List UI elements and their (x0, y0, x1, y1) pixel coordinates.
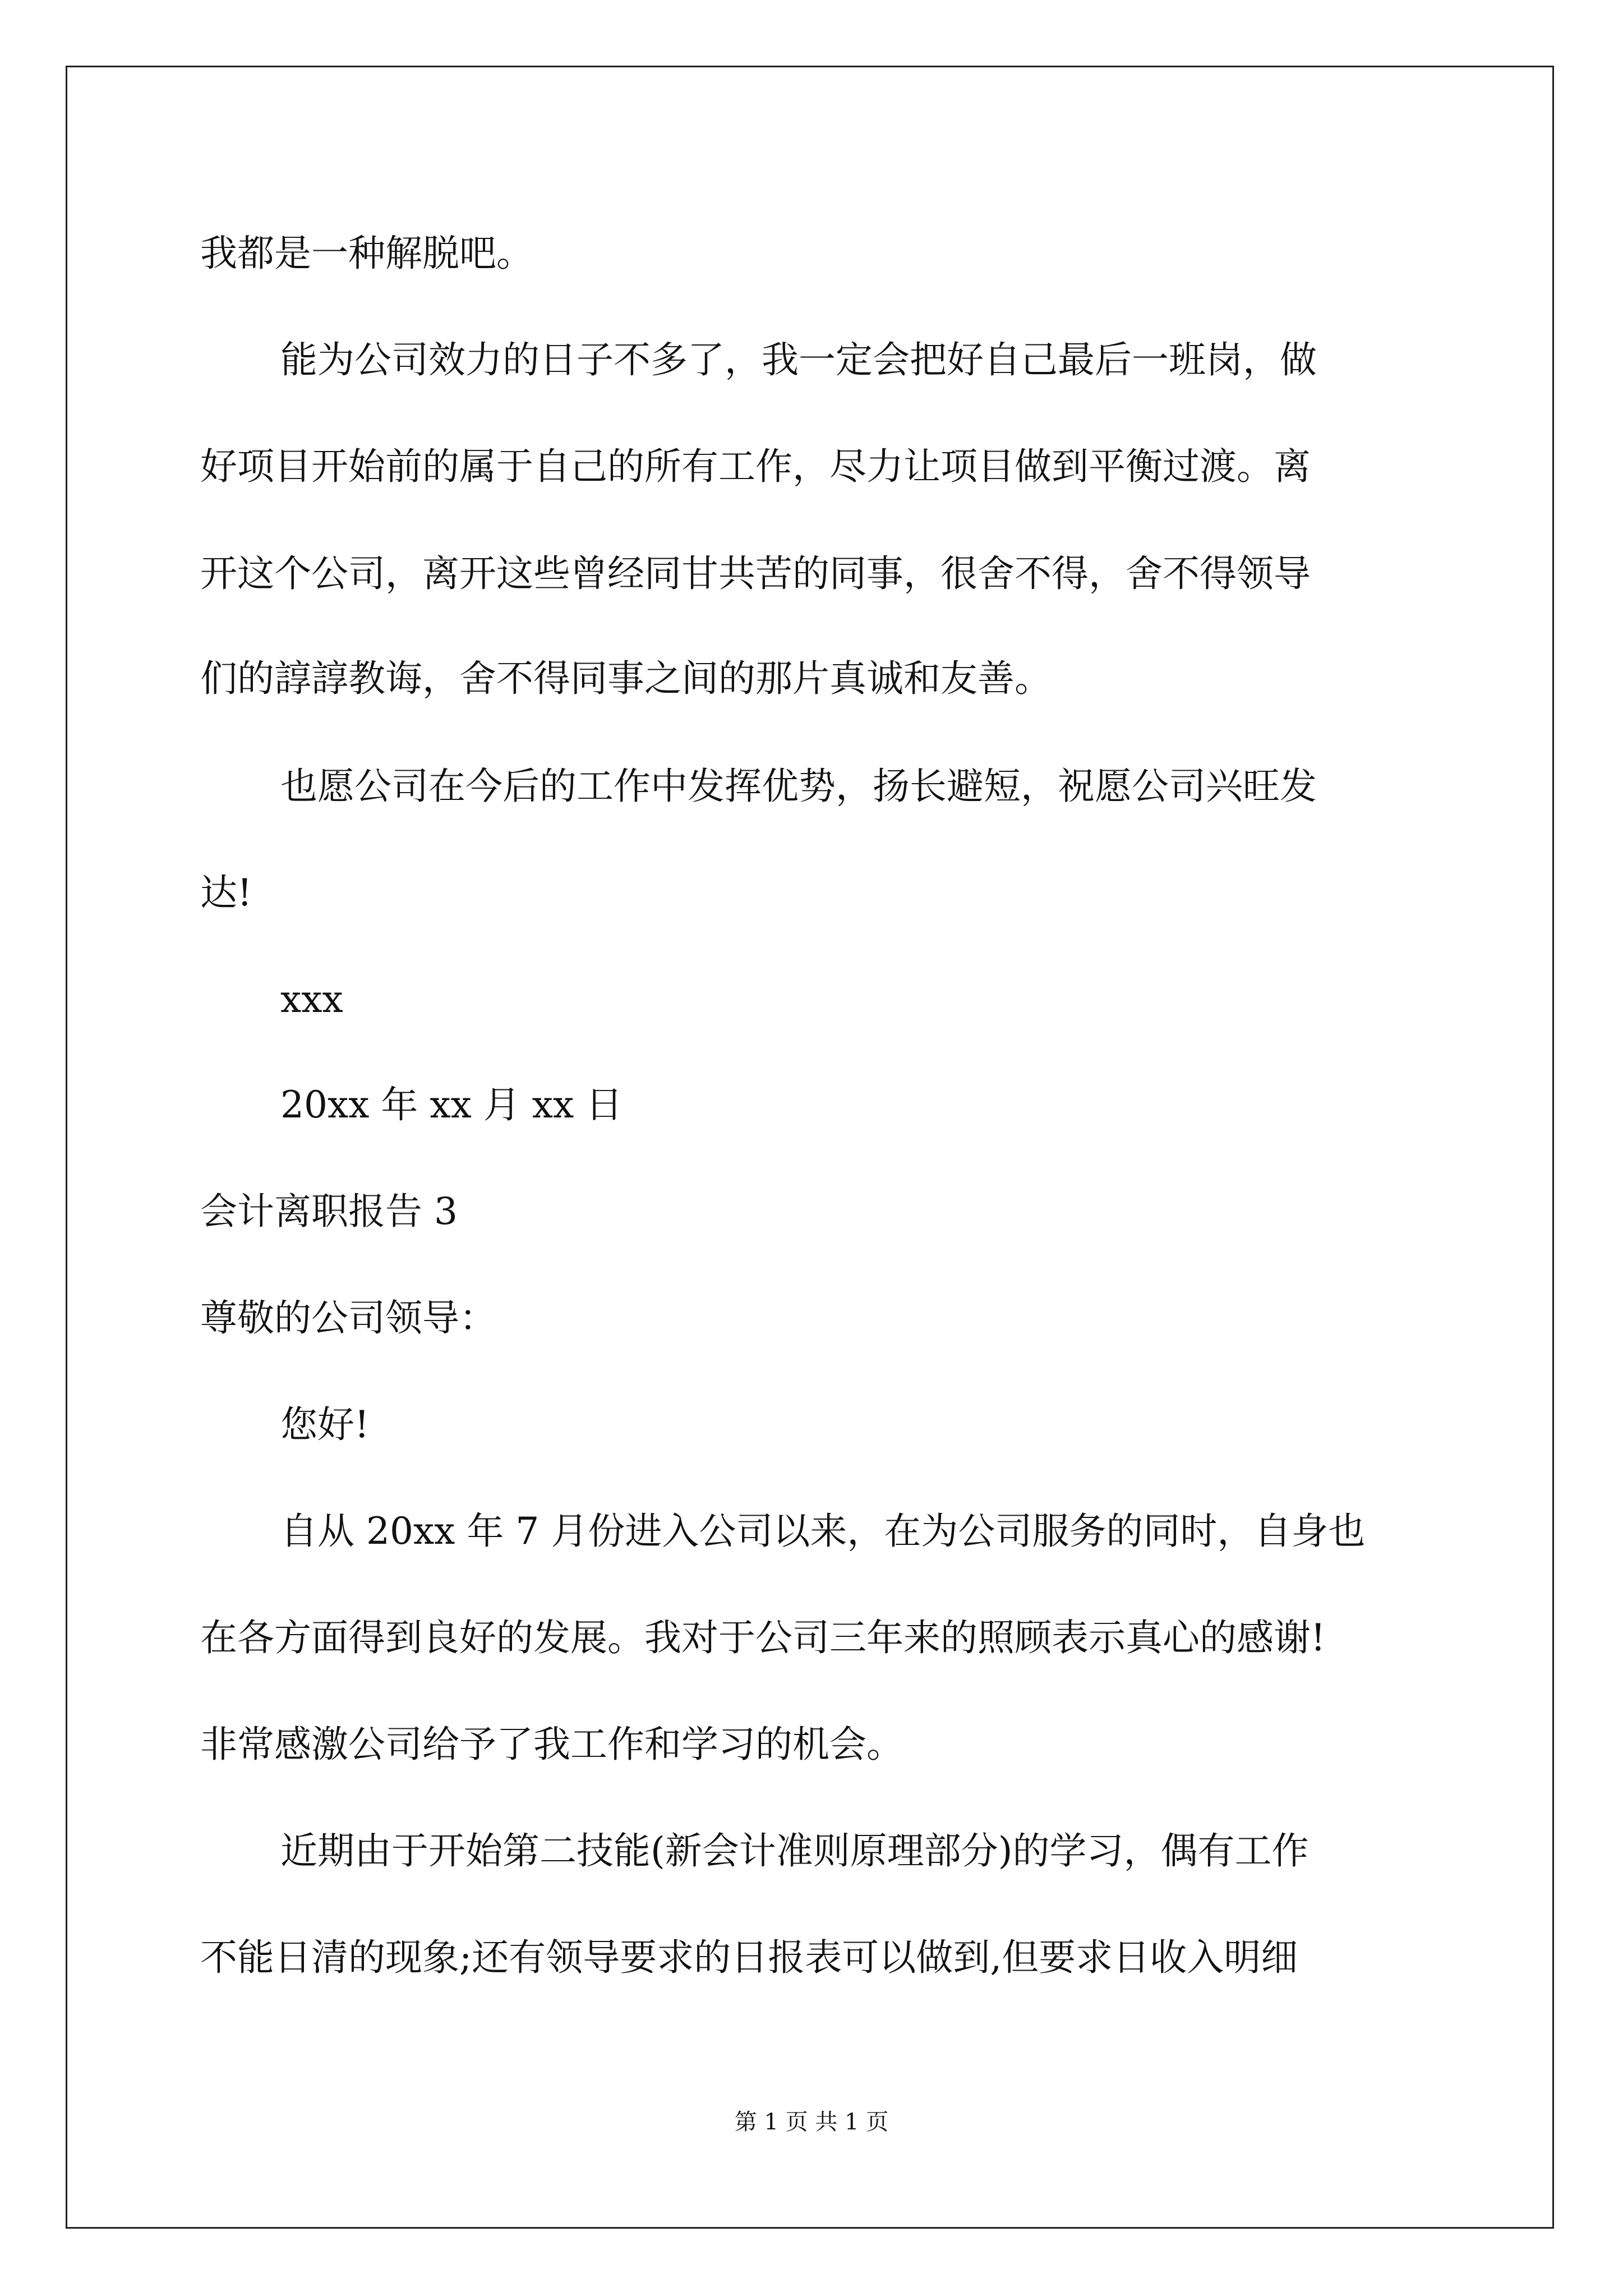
text-line-2: 能为公司效力的日子不多了，我一定会把好自己最后一班岗，做 (280, 338, 1317, 381)
text-line-3: 好项目开始前的属于自己的所有工作，尽力让项目做到平衡过渡。离 (200, 445, 1311, 488)
text-line-13: 自从 20xx 年 7 月份进入公司以来，在为公司服务的同时，自身也 (280, 1510, 1366, 1553)
text-line-7: 达! (200, 871, 252, 914)
signature-date: 20xx 年 xx 月 xx 日 (280, 1083, 623, 1126)
text-line-15: 非常感激公司给予了我工作和学习的机会。 (200, 1723, 903, 1766)
text-line-5: 们的諄諄教诲，舍不得同事之间的那片真诚和友善。 (200, 657, 1052, 700)
text-line-1: 我都是一种解脱吧。 (200, 232, 533, 275)
section-title: 会计离职报告 3 (200, 1190, 458, 1233)
salutation: 尊敬的公司领导： (200, 1296, 496, 1340)
text-line-6: 也愿公司在今后的工作中发挥优势，扬长避短，祝愿公司兴旺发 (280, 765, 1317, 808)
text-line-4: 开这个公司，离开这些曾经同甘共苦的同事，很舍不得，舍不得领导 (200, 552, 1311, 595)
page-footer: 第 1 页 共 1 页 (734, 2109, 889, 2135)
text-line-14: 在各方面得到良好的发展。我对于公司三年来的照顾表示真心的感谢! (200, 1616, 1326, 1659)
text-line-16: 近期由于开始第二技能(新会计准则原理部分)的学习，偶有工作 (280, 1829, 1309, 1872)
text-line-17: 不能日清的现象;还有领导要求的日报表可以做到,但要求日收入明细 (200, 1936, 1298, 1979)
signature-name: xxx (280, 978, 343, 1021)
greeting: 您好! (280, 1403, 370, 1446)
page-border (66, 66, 1554, 2229)
